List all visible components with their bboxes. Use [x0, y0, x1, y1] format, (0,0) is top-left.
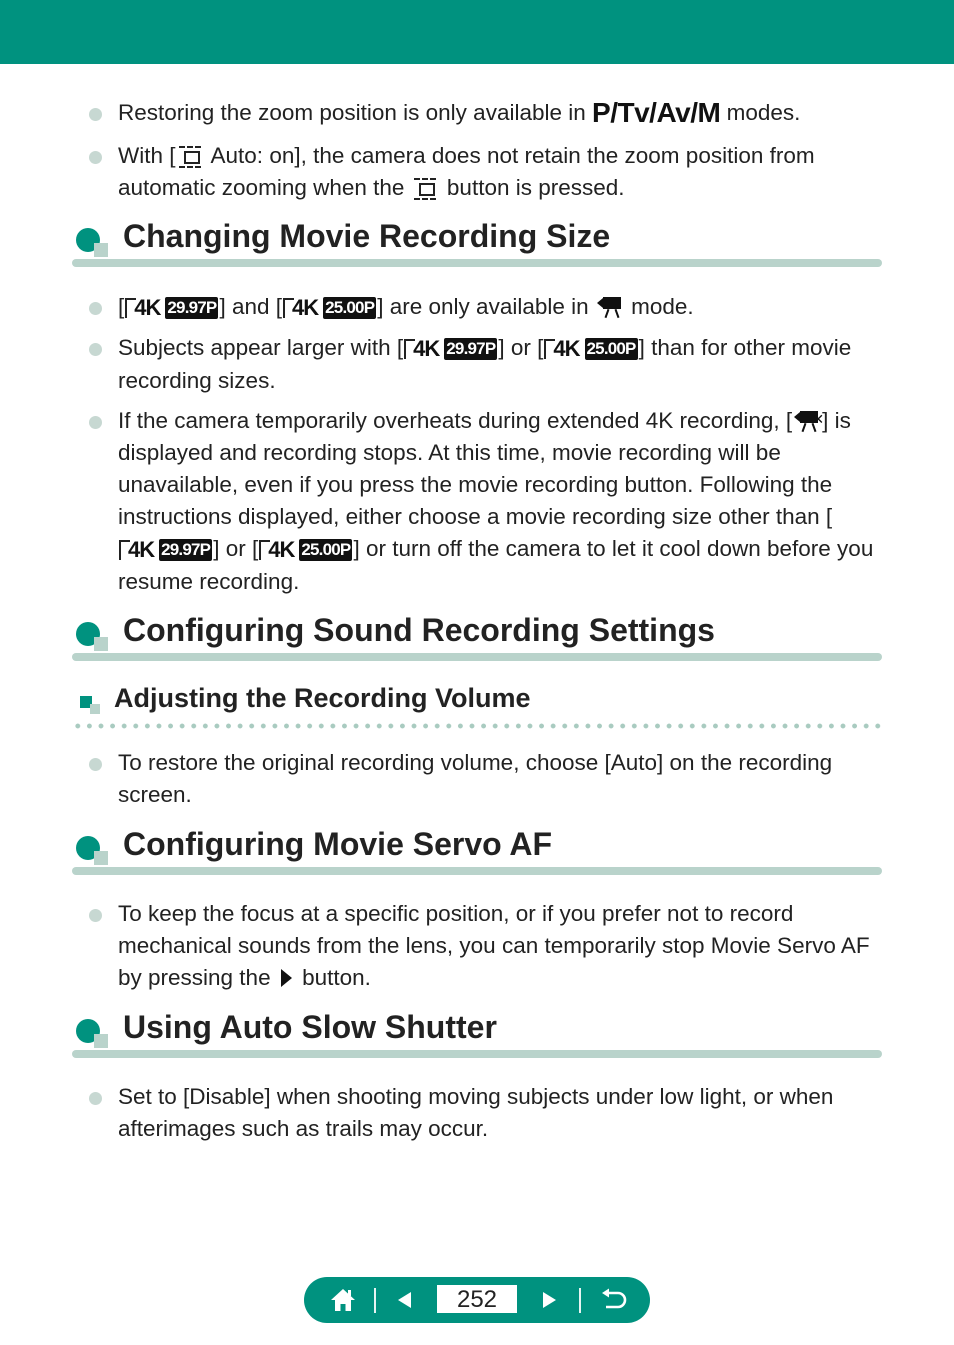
section-title: Configuring Movie Servo AF [123, 826, 553, 862]
bullet-text: With [ [118, 143, 176, 168]
page-number: 252 [437, 1285, 517, 1313]
section-marker-icon [94, 851, 108, 865]
movie-size-4k-2500p-icon: 4K 25.00P [283, 292, 376, 324]
next-page-button[interactable] [528, 1277, 570, 1323]
bullet-text: Auto: on], the camera does not retain the zoom position from automatic zooming when the [118, 143, 815, 200]
movie-size-4k-2500p-icon: 4K 25.00P [544, 333, 637, 365]
bullet-restore-volume [118, 747, 883, 811]
section-marker-icon [94, 637, 108, 651]
movie-mode-icon [595, 295, 625, 319]
slash: / [610, 97, 618, 128]
movie-size-4k-2500p-icon: 4K 25.00P [259, 534, 352, 566]
mode-av-icon: Av [656, 97, 691, 128]
section-rule [72, 259, 882, 267]
bullet-text: button. [295, 965, 371, 990]
section-rule [72, 867, 882, 875]
previous-page-button[interactable] [384, 1277, 426, 1323]
mode-p-icon: P [592, 97, 611, 128]
subsection-title: Adjusting the Recording Volume [114, 683, 531, 713]
bullet-zoom-modes [118, 97, 883, 129]
bullet-text: Set to [Disable] when shooting moving subjects under low light, or when afterimages such as trails may occur. [118, 1084, 834, 1141]
section-title: Using Auto Slow Shutter [123, 1009, 497, 1045]
movie-size-4k-2997p-icon: 4K 29.97P [119, 534, 212, 566]
bullet-auto-zoom [118, 140, 883, 204]
home-icon [329, 1287, 357, 1313]
movie-unavailable-icon: ✕ [792, 409, 822, 433]
section-title: Configuring Sound Recording Settings [123, 612, 715, 648]
right-button-icon [281, 969, 292, 987]
bullet-disable-slow-shutter [118, 1081, 883, 1145]
section-rule [72, 1050, 882, 1058]
auto-zoom-icon [178, 145, 204, 167]
bullet-text: Subjects appear larger with [ [118, 335, 404, 360]
bullet-text: ] and [ [219, 294, 283, 319]
nav-separator [579, 1288, 581, 1313]
bullet-text: ] than for other movie recording sizes. [118, 335, 852, 393]
auto-zoom-icon [413, 177, 439, 199]
bullet-text: Restoring the zoom position is only available in [118, 100, 593, 125]
bullet-text: ] are only available in [377, 294, 595, 319]
section-title: Changing Movie Recording Size [123, 218, 611, 254]
home-button[interactable] [322, 1277, 364, 1323]
left-arrow-icon [395, 1290, 415, 1310]
return-arrow-icon [599, 1288, 627, 1312]
slash: / [649, 97, 657, 128]
bullet-text: ] or [ [498, 335, 544, 360]
bullet-text: To restore the original recording volume, choose [Auto] on the recording screen. [118, 750, 833, 807]
movie-size-4k-2997p-icon: 4K 29.97P [125, 292, 218, 324]
page-navigation-bar [304, 1277, 650, 1323]
bullet-servo-af-stop [118, 898, 883, 994]
section-marker-icon [94, 243, 108, 257]
bullet-subjects-larger [118, 332, 883, 397]
mode-tv-icon: Tv [617, 97, 650, 128]
bullet-text: mode. [624, 294, 694, 319]
header-bar [0, 0, 954, 64]
movie-size-4k-2997p-icon: 4K 29.97P [404, 333, 497, 365]
bullet-4k-availability [118, 291, 883, 324]
mode-m-icon: M [697, 97, 721, 128]
bullet-overheat [118, 405, 883, 598]
right-arrow-icon [539, 1290, 559, 1310]
bullet-text: If the camera temporarily overheats during extended 4K recording, [ [118, 408, 793, 433]
nav-separator [374, 1288, 376, 1313]
back-button[interactable] [592, 1277, 634, 1323]
bullet-text: ] is displayed and recording stops. At this time, movie recording will be unavailable, even if you press the movie recording button. Following the instructions displayed, either choose a movie recording size other than [ [118, 408, 851, 529]
bullet-text: [ [118, 294, 125, 319]
bullet-text: modes. [720, 100, 801, 125]
subsection-marker-icon [90, 704, 100, 714]
bullet-text: button is pressed. [440, 175, 625, 200]
section-rule [72, 653, 882, 661]
bullet-text: ] or [ [213, 536, 259, 561]
bullet-text: To keep the focus at a specific position, or if you prefer not to record mechanical sounds from the lens, you can temporarily stop Movie Servo AF by pressing the [118, 901, 870, 990]
section-marker-icon [94, 1034, 108, 1048]
bullet-text: ] or turn off the camera to let it cool down before you resume recording. [118, 536, 874, 594]
slash: / [690, 97, 698, 128]
subsection-dotted-rule [72, 723, 882, 729]
